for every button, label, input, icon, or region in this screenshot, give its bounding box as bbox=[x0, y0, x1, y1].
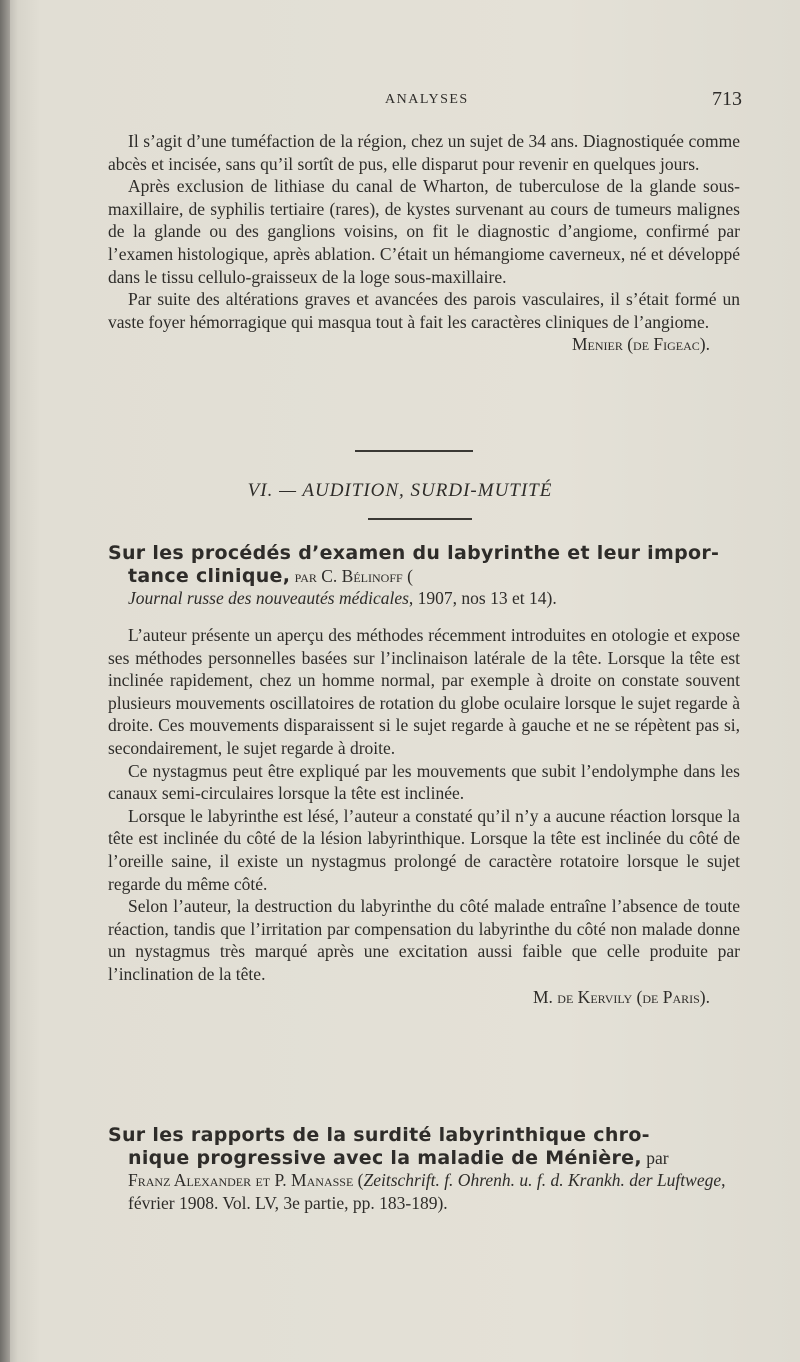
divider-rule bbox=[355, 450, 473, 452]
article-heading bbox=[108, 542, 740, 610]
running-head: ANALYSES bbox=[385, 92, 469, 107]
paragraph-text: Par suite des altérations graves et avancées des parois vasculaires, il s’était formé un vaste foyer hémorragique qui masqua tout à fait les caractères cliniques de l’angiome. bbox=[108, 289, 740, 332]
journal-name: Zeitschrift. f. Ohrenh. u. f. d. Krankh. der Luftwege bbox=[363, 1170, 722, 1191]
paragraph: L’auteur présente un aperçu des méthodes récemment introduites en otologie et expose ses méthodes personnelles basées sur l’inclinaison latérale de la tête. Lorsque la tête est inclinée rapidement, chez un homme normal, par exemple à droite on constate souvent plusieurs mouvements oscillatoires de rotation du globe oculaire lorsque le sujet regarde à droite. Ces mouvements disparaissent si le sujet regarde à gauche et ne se répètent pas si, secondairement, le sujet regarde à droite. bbox=[108, 625, 740, 758]
signature-line bbox=[108, 986, 740, 1009]
paragraph bbox=[108, 288, 740, 333]
article-title-continued: nique progressive avec la maladie de Ménière, par bbox=[128, 1146, 669, 1169]
article-title-continued: tance clinique, par C. Bélinoff ( bbox=[128, 564, 413, 587]
divider-rule bbox=[368, 518, 472, 520]
article-reference: Franz Alexander et P. Manasse (Zeitschrift. f. Ohrenh. u. f. d. Krankh. der Luftwege, février 1908. Vol. LV, 3e partie, pp. 183-189). bbox=[128, 1170, 726, 1213]
article-body bbox=[108, 624, 740, 1008]
article-title: Sur les rapports de la surdité labyrinthique chro- bbox=[108, 1124, 650, 1146]
article-reference: Journal russe des nouveautés médicales, 1907, nos 13 et 14). bbox=[128, 588, 557, 609]
signature-line bbox=[108, 333, 740, 356]
paragraph: Lorsque le labyrinthe est lésé, l’auteur a constaté qu’il n’y a aucune réaction lorsque la tête est inclinée du côté de la lésion labyrinthique. Lorsque la tête est inclinée du côté de l’oreille saine, il existe un nystagmus prolongé de caractère rotatoire lorsque le sujet regarde du même côté. bbox=[108, 805, 740, 894]
page-number: 713 bbox=[712, 88, 742, 110]
page-header bbox=[0, 88, 800, 112]
paragraph: Après exclusion de lithiase du canal de Wharton, de tuberculose de la glande sous-maxillaire, de syphilis tertiaire (rares), de kystes survenant au cours de tumeurs malignes de la glande ou des ganglions voisins, on fit le diagnostic d’angiome, confirmé par l’examen histologique, après ablation. C’était un hémangiome caverneux, né et développé dans le tissu cellulo-graisseux de la loge sous-maxillaire. bbox=[108, 176, 740, 287]
section-title: VI. — AUDITION, SURDI-MUTITÉ bbox=[247, 480, 553, 501]
article-heading bbox=[108, 1124, 740, 1214]
signature: M. de Kervily (de Paris). bbox=[533, 986, 710, 1007]
previous-article-text bbox=[108, 130, 740, 356]
paragraph: Ce nystagmus peut être expliqué par les mouvements que subit l’endolymphe dans les canaux semi-circulaires lorsque la tête est inclinée. bbox=[108, 760, 740, 804]
paragraph: Il s’agit d’une tuméfaction de la région, chez un sujet de 34 ans. Diagnostiquée comme abcès et incisée, sans qu’il sortît de pus, elle disparut pour revenir en quelques jours. bbox=[108, 131, 740, 174]
journal-name: Journal russe des nouveautés médicales bbox=[128, 588, 409, 609]
paragraph: Selon l’auteur, la destruction du labyrinthe du côté malade entraîne l’absence de toute réaction, tandis que l’irritation par compensation du labyrinthe du côté non malade donne un nystagmus très marqué après une excitation aussi faible que celle produite par l’inclination de la tête. bbox=[108, 896, 740, 984]
authors: Franz Alexander et P. Manasse ( bbox=[128, 1170, 364, 1191]
book-spine-shadow bbox=[0, 0, 10, 1362]
article-title: Sur les procédés d’examen du labyrinthe et leur impor- bbox=[108, 542, 720, 564]
signature: Menier (de Figeac). bbox=[571, 334, 710, 355]
